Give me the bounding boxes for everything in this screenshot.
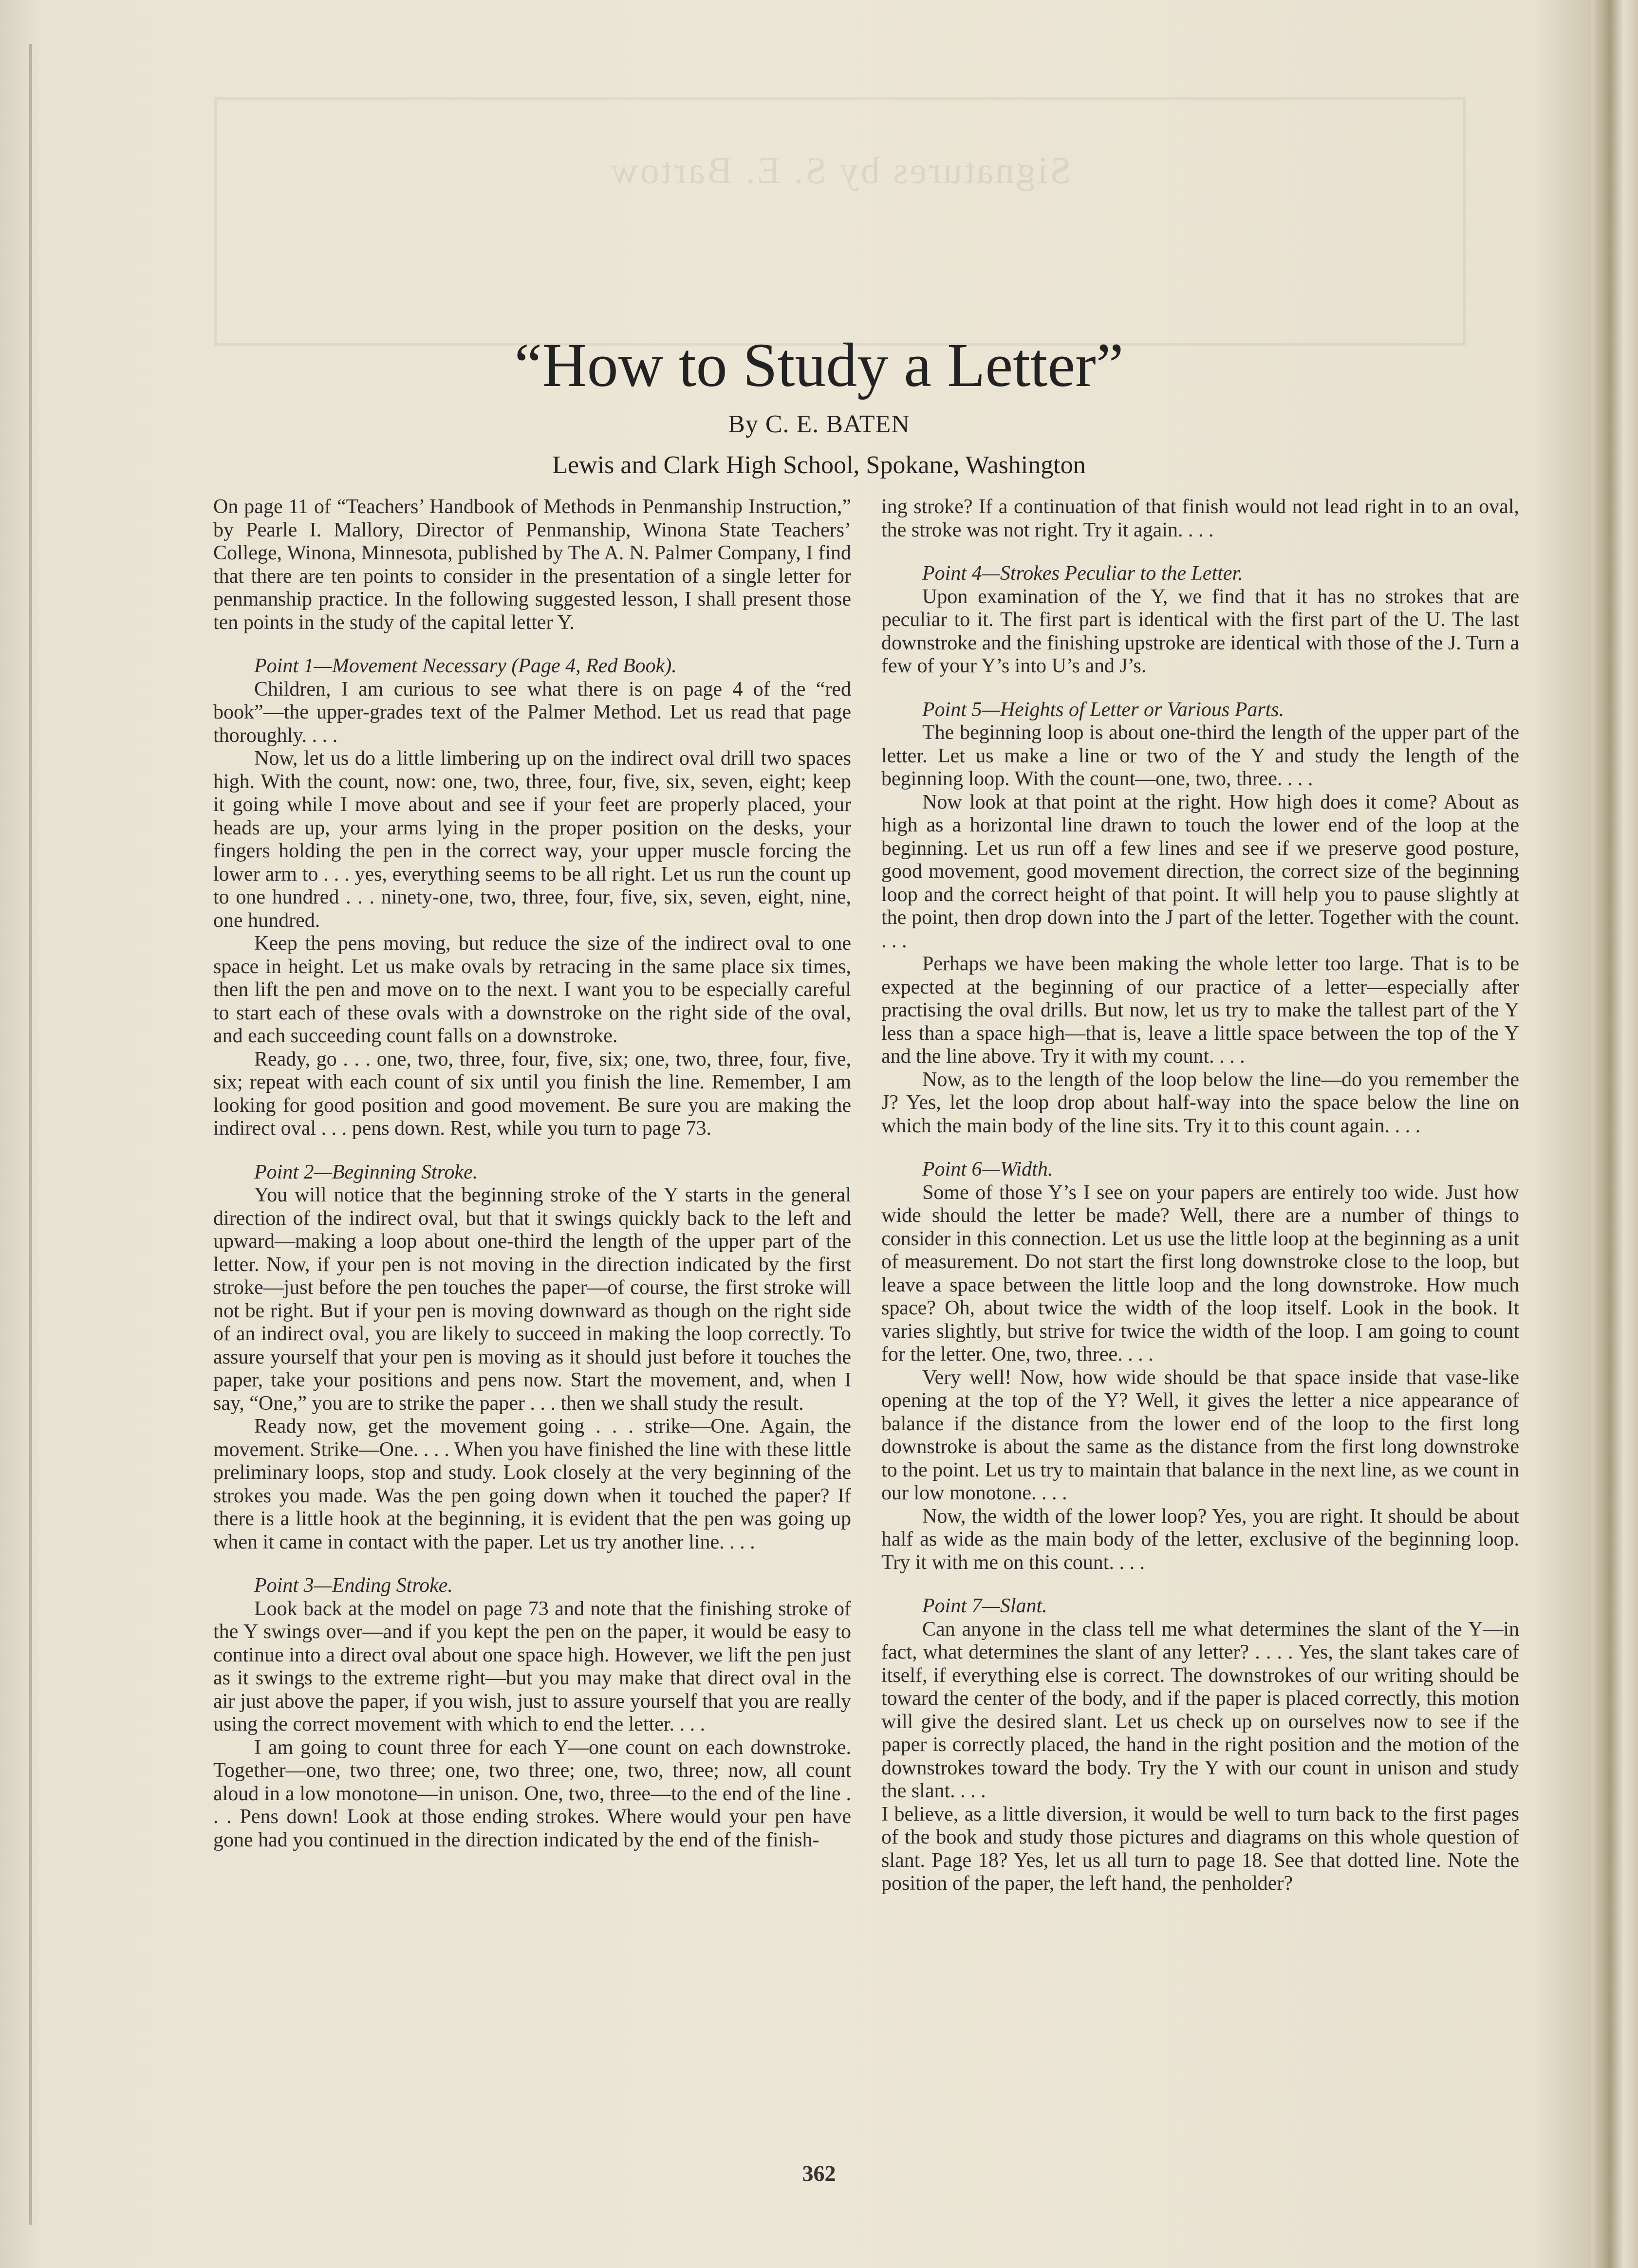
paragraph: Perhaps we have been making the whole letter too large. That is to be expected at the beginning of our practice of a letter—especially after practising the oval drills. But now, let us try to make the tallest part of the Y less than a space high—that is, leave a little space between the top of the Y and the line above. Try it with my count. . . . — [881, 953, 1519, 1068]
page-number: 362 — [802, 2161, 836, 2186]
bleed-through-frame — [214, 97, 1466, 346]
paragraph: You will notice that the beginning stroke of the Y starts in the general direction of the indirect oval, but that it swings quickly back to the left and upward—making a loop about one-third the length of the upper part of the letter. Now, if your pen is not moving in the direction indicated by the first stroke—just before the pen touches the paper—of course, the first stroke will not be right. But if your pen is moving downward as though on the right side of an indirect oval, you are likely to succeed in making the loop correctly. To assure yourself that your pen is moving as it should just before it touches the paper, take your positions and pens now. Start the movement, and, when I say, “One,” you are to strike the paper . . . then we shall study the result. — [213, 1184, 851, 1415]
section-heading: Point 2—Beginning Stroke. — [254, 1161, 478, 1183]
paragraph: Now, as to the length of the loop below the line—do you remember the J? Yes, let the loop drop about half-way into the space below the line on which the main body of the line sits. Try it to this count again. . . . — [881, 1068, 1519, 1137]
bleed-through-text: Signatures by S. E. Bartow — [609, 149, 1071, 191]
paragraph: Look back at the model on page 73 and note that the finishing stroke of the Y swings over—and if you kept the pen on the paper, it would be easy to continue into a direct oval about one space high. However, we lift the pen just as it swings to the extreme right—but you may make that direct oval in the air just above the paper, if you wish, just to assure yourself that you are really using the correct movement with which to end the letter. . . . — [213, 1597, 851, 1735]
paragraph: Ready, go . . . one, two, three, four, five, six; one, two, three, four, five, six; repeat with each count of six until you finish the line. Remember, I am looking for good position and good movement. Be sure you are making the indirect oval . . . pens down. Rest, while you turn to page 73. — [213, 1048, 851, 1140]
section-heading: Point 6—Width. — [922, 1158, 1053, 1180]
continued-paragraph: ing stroke? If a continuation of that finish would not lead right in to an oval, the stroke was not right. Try it again. . . . — [881, 496, 1519, 541]
paragraph: Some of those Y’s I see on your papers are entirely too wide. Just how wide should the letter be made? Well, there are a number of things to consider in this connection. Let us use the little loop at the beginning as a unit of measurement. Do not start the first long downstroke close to the loop, but leave a space between the little loop and the long downstroke. How much space? Oh, about twice the width of the loop itself. Look in the book. It varies slightly, but strive for twice the width of the loop. I am going to count for the letter. One, two, three. . . . — [881, 1181, 1519, 1365]
section-heading: Point 3—Ending Stroke. — [254, 1574, 453, 1597]
section-heading: Point 7—Slant. — [922, 1595, 1047, 1617]
paragraph: On page 11 of “Teachers’ Handbook of Methods in Penmanship Instruction,” by Pearle I. Mallory, Director of Penmanship, Winona State Teachers’ College, Winona, Minnesota, published by The A. N. Palmer Company, I find that there are ten points to consider in the presentation of a single letter for penmanship practice. In the following suggested lesson, I shall present those ten points in the study of the capital letter Y. — [213, 496, 851, 634]
paragraph: The beginning loop is about one-third the length of the upper part of the letter. Let us make a line or two of the Y and study the length of the beginning loop. With the count—one, two, three. . . . — [881, 721, 1519, 790]
paragraph: Upon examination of the Y, we find that it has no strokes that are peculiar to it. The first part is identical with the first part of the U. The last downstroke and the finishing upstroke are identical with those of the J. Turn a few of your Y’s into U’s and J’s. — [881, 585, 1519, 677]
section-heading: Point 4—Strokes Peculiar to the Letter. — [922, 562, 1243, 585]
paragraph: Ready now, get the movement going . . . strike—One. Again, the movement. Strike—One. . . . When you have finished the line with these little preliminary loops, stop and study. Look closely at the very beginning of the strokes you made. Was the pen going down when it touched the paper? If there is a little hook at the beginning, it is evident that the pen was going up when it came in contact with the paper. Let us try another line. . . . — [213, 1415, 851, 1553]
paragraph: I am going to count three for each Y—one count on each downstroke. Together—one, two three; one, two three; one, two, three; now, all count aloud in a low monotone—in unison. One, two, three—to the end of the line . . . Pens down! Look at those ending strokes. Where would your pen have gone had you continued in the direction indicated by the end of the finish- — [213, 1736, 851, 1851]
paragraph: Now, let us do a little limbering up on the indirect oval drill two spaces high. With the count, now: one, two, three, four, five, six, seven, eight; keep it going while I move about and see if your feet are properly placed, your heads are up, your arms lying in the proper position on the desks, your fingers holding the pen in the correct way, your upper muscle forcing the lower arm to . . . yes, everything seems to be all right. Let us run the count up to one hundred . . . ninety-one, two, three, four, five, six, seven, eight, nine, one hundred. — [213, 747, 851, 932]
paragraph: Very well! Now, how wide should be that space inside that vase-like opening at the top of the Y? Well, it gives the letter a nice appearance of balance if the distance from the lower end of the loop to the first long downstroke is about the same as the distance from the first long downstroke to the point. Let us try to maintain that balance in the next line, as we count in our low monotone. . . . — [881, 1366, 1519, 1504]
article-title: “How to Study a Letter” — [514, 331, 1124, 400]
continued-paragraph: I believe, as a little diversion, it would be well to turn back to the first pages of the book and study those pictures and diagrams on this whole question of slant. Page 18? Yes, let us all turn to page 18. See that dotted line. Note the position of the paper, the left hand, the penholder? — [881, 1803, 1519, 1895]
paragraph: Can anyone in the class tell me what determines the slant of the Y—in fact, what determines the slant of any letter? . . . . Yes, the slant takes care of itself, if everything else is correct. The downstrokes of our writing should be toward the center of the body, and if the paper is placed correctly, this motion will give the desired slant. Let us check up on ourselves now to see if the paper is correctly placed, the hand in the right position and the motion of the downstrokes toward the body. Try the Y with our count in unison and study the slant. . . . — [881, 1618, 1519, 1802]
section-heading: Point 1—Movement Necessary (Page 4, Red Book). — [254, 655, 677, 677]
paragraph: Children, I am curious to see what there is on page 4 of the “red book”—the upper-grades text of the Palmer Method. Let us read that page thoroughly. . . . — [213, 678, 851, 747]
author-affiliation: Lewis and Clark High School, Spokane, Washington — [552, 451, 1086, 479]
paragraph: Keep the pens moving, but reduce the size of the indirect oval to one space in height. Let us make ovals by retracing in the same place six times, then lift the pen and move on to the next. I want you to be especially careful to start each of these ovals with a downstroke on the right side of the oval, and each succeeding count falls on a downstroke. — [213, 932, 851, 1047]
right-column — [881, 496, 1519, 1896]
paragraph: Now, the width of the lower loop? Yes, you are right. It should be about half as wide as the main body of the letter, exclusive of the beginning loop. Try it with me on this count. . . . — [881, 1505, 1519, 1574]
left-column — [213, 496, 851, 1852]
article-byline: By C. E. BATEN — [728, 410, 910, 438]
paragraph: Now look at that point at the right. How high does it come? About as high as a horizontal line drawn to touch the lower end of the loop at the beginning. Let us run off a few lines and see if we preserve good posture, good movement, good movement direction, the correct size of the beginning loop and the correct height of that point. It will help you to pause slightly at the point, then drop down into the J part of the letter. Together with the count. . . . — [881, 791, 1519, 952]
section-heading: Point 5—Heights of Letter or Various Parts. — [922, 698, 1284, 721]
